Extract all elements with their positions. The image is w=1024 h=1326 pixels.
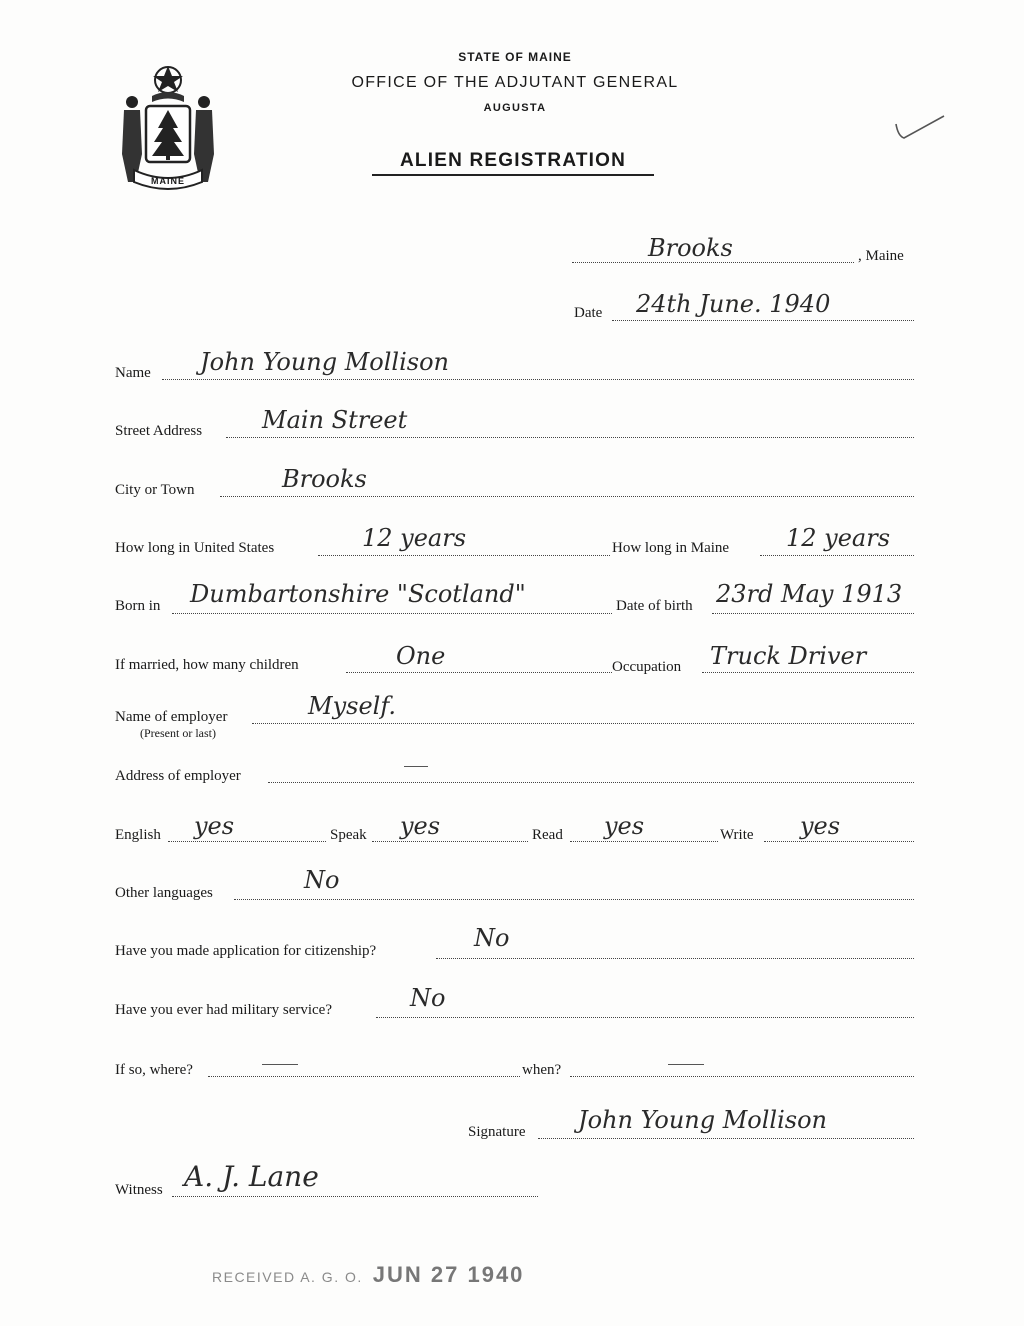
place-line	[572, 262, 854, 263]
received-stamp-text: RECEIVED A. G. O.	[212, 1269, 363, 1285]
header-state: STATE OF MAINE	[458, 50, 572, 64]
employer-value: Myself.	[308, 692, 396, 720]
received-stamp	[212, 1262, 524, 1288]
received-stamp-date: JUN 27 1940	[372, 1262, 525, 1287]
other-languages-line	[234, 899, 914, 900]
read-label: Read	[532, 827, 563, 843]
when-line	[570, 1076, 914, 1077]
speak-value: yes	[400, 812, 441, 840]
english-label: English	[115, 827, 161, 843]
employer-address-dash	[404, 766, 428, 767]
speak-line	[372, 841, 528, 842]
born-label: Born in	[115, 598, 161, 614]
write-line	[764, 841, 914, 842]
born-value: Dumbartonshire "Scotland"	[190, 580, 526, 608]
where-label: If so, where?	[115, 1062, 193, 1078]
children-line	[346, 672, 612, 673]
military-line	[376, 1017, 914, 1018]
city-label: City or Town	[115, 482, 195, 498]
seal-motto: MAINE	[151, 176, 185, 186]
header-city: AUGUSTA	[483, 102, 547, 114]
write-value: yes	[800, 812, 841, 840]
born-line	[172, 613, 612, 614]
date-value: 24th June. 1940	[636, 290, 831, 318]
date-label: Date	[574, 305, 603, 321]
maine-state-seal-icon	[112, 62, 224, 194]
other-languages-value: No	[304, 866, 340, 894]
name-line	[162, 379, 914, 380]
maine-time-value: 12 years	[786, 524, 891, 552]
city-line	[220, 496, 914, 497]
name-value: John Young Mollison	[200, 348, 449, 376]
signature-label: Signature	[468, 1124, 526, 1140]
maine-time-label: How long in Maine	[612, 540, 730, 556]
place-value: Brooks	[648, 234, 733, 262]
place-suffix: , Maine	[858, 248, 904, 264]
us-time-label: How long in United States	[115, 540, 275, 556]
dob-label: Date of birth	[616, 598, 693, 614]
where-line	[208, 1076, 520, 1077]
us-time-value: 12 years	[362, 524, 467, 552]
read-value: yes	[604, 812, 645, 840]
read-line	[570, 841, 718, 842]
occupation-value: Truck Driver	[710, 642, 867, 670]
where-dash	[262, 1064, 298, 1065]
citizenship-label: Have you made application for citizenship?	[115, 943, 377, 959]
employer-line	[252, 723, 914, 724]
write-label: Write	[720, 827, 754, 843]
dob-value: 23rd May 1913	[716, 580, 903, 608]
when-label: when?	[522, 1062, 562, 1078]
when-dash	[668, 1064, 704, 1065]
other-languages-label: Other languages	[115, 885, 213, 901]
speak-label: Speak	[330, 827, 367, 843]
checkmark-icon	[892, 110, 948, 146]
witness-line	[172, 1196, 538, 1197]
military-label: Have you ever had military service?	[115, 1002, 332, 1018]
us-time-line	[318, 555, 610, 556]
city-value: Brooks	[282, 465, 367, 493]
street-line	[226, 437, 914, 438]
street-value: Main Street	[262, 406, 408, 434]
employer-address-line	[268, 782, 914, 783]
street-label: Street Address	[115, 423, 203, 439]
military-value: No	[410, 984, 446, 1012]
maine-time-line	[760, 555, 914, 556]
occupation-line	[702, 672, 914, 673]
employer-address-label: Address of employer	[115, 768, 241, 784]
signature-line	[538, 1138, 914, 1139]
employer-label: Name of employer	[115, 709, 228, 725]
name-label: Name	[115, 365, 151, 381]
witness-value: A. J. Lane	[184, 1160, 319, 1193]
citizenship-line	[436, 958, 914, 959]
citizenship-value: No	[474, 924, 510, 952]
dob-line	[712, 613, 914, 614]
occupation-label: Occupation	[612, 659, 682, 675]
signature-value: John Young Mollison	[578, 1106, 827, 1134]
date-line	[612, 320, 914, 321]
header-office: OFFICE OF THE ADJUTANT GENERAL	[351, 74, 679, 91]
form-title: ALIEN REGISTRATION	[372, 150, 654, 176]
witness-label: Witness	[115, 1182, 163, 1198]
english-value: yes	[194, 812, 235, 840]
employer-sublabel: (Present or last)	[140, 726, 216, 740]
children-label: If married, how many children	[115, 657, 299, 673]
children-value: One	[396, 642, 446, 670]
english-line	[168, 841, 326, 842]
